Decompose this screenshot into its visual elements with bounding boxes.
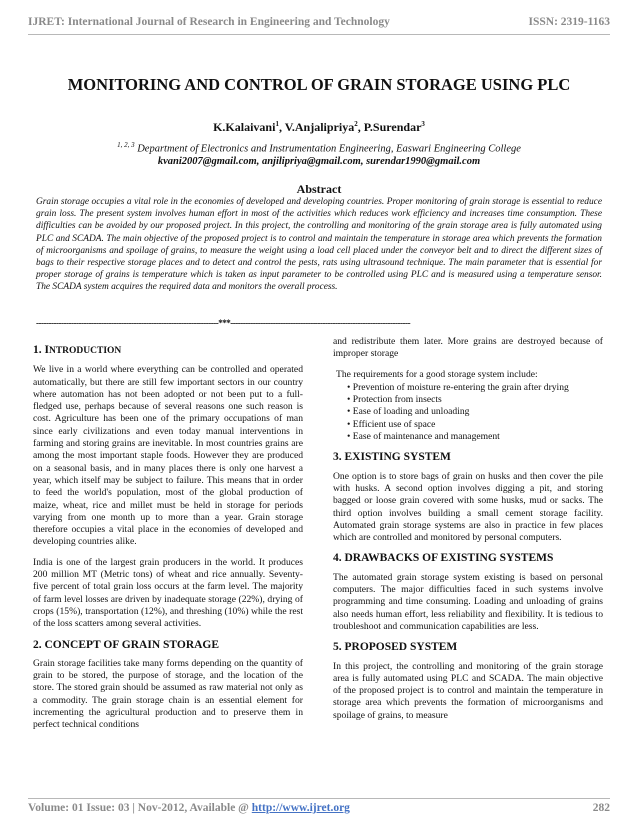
right-column xyxy=(333,336,603,730)
author-list: K.Kalaivani$^1$, V.Anjalipriya$^2$, P.Surendar$^3$ xyxy=(213,120,425,134)
journal-link[interactable]: http://www.ijret.org xyxy=(251,802,350,814)
issn: ISSN: 2319-1163 xyxy=(528,16,610,28)
page-number: 282 xyxy=(592,802,610,814)
journal-name: IJRET: International Journal of Research in Engineering and Technology xyxy=(28,16,390,28)
list-item: • Ease of loading and unloading xyxy=(347,406,603,418)
paper-title: MONITORING AND CONTROL OF GRAIN STORAGE USING PLC xyxy=(67,75,571,94)
affiliation-sup: 1, 2, 3 xyxy=(117,141,135,149)
author-sup: 3 xyxy=(421,120,425,128)
section-heading-proposed: 5. PROPOSED SYSTEM xyxy=(333,641,458,654)
page-footer xyxy=(28,798,610,817)
volume-info: Volume: 01 Issue: 03 | Nov-2012, Available @ http://www.ijret.org xyxy=(28,802,350,814)
section-heading-concept: 2. CONCEPT OF GRAIN STORAGE xyxy=(33,638,220,651)
section-heading-introduction: 1. INTRODUCTION xyxy=(33,344,122,356)
author-name: V.Anjalipriya xyxy=(284,120,355,134)
author-sup: 1 xyxy=(275,120,279,128)
affiliation xyxy=(0,141,638,155)
paragraph: The automated grain storage system existing is based on personal computers. The major difficulties faced in such systems involve programming and time consuming. Loading and unloading of grains also needs human effort, less reliability and flexibility. It is tedious to troubleshoot and communication capabilities are less. xyxy=(333,571,603,632)
abstract-text: Grain storage occupies a vital role in the economies of developed and developing countries. Proper monitoring of grain storage is essential to reduce grain loss. The present system involves human effort in most of the activities which reduces work efficiency and increases time consumption. These difficulties can be avoided by our proposed project. In this project, the controlling and monitoring of the grain storage area is fully automated using PLC and SCADA. The main objective of the proposed project is to control and maintain the temperature in storage area which prevents the formation of microorganisms and spoilage of grains, to measure the weight using a load cell placed under the conveyor belt and to direct the different sizes of bags to their respective storage places and to detect and control the pests, rats using ultrasound technique. The main parameter that is essential for proper storage of grains is temperature which is taken as input parameter to be controlled using PLC and is measured using a temperature sensor. The SCADA system acquires the required data and monitors the overall process. xyxy=(36,197,602,293)
requirements-intro: The requirements for a good storage system include: xyxy=(336,368,538,380)
abstract-heading: Abstract xyxy=(296,182,342,196)
author-sup: 2 xyxy=(354,120,358,128)
paragraph: India is one of the largest grain producers in the world. It produces 200 million MT (Metric tons) of wheat and rice annually. Seventy-five percent of total grain loss occurs at the farm level. The majority of farm level losses are driven by inadequate storage (22%), drying of crops (15%), transportation (12%), and threshing (10%) while the rest of the loss scatters among several activities. xyxy=(33,556,303,630)
author-emails: kvani2007@gmail.com, anjilipriya@gmail.com, surendar1990@gmail.com xyxy=(157,156,481,167)
section-separator: -------------------------------------------------------------------------***------------------------------------------------------------------------ xyxy=(36,318,411,328)
list-item: • Ease of maintenance and management xyxy=(347,431,603,443)
paragraph: and redistribute them later. More grains are destroyed because of improper storage xyxy=(333,336,603,360)
paragraph: One option is to store bags of grain on husks and then cover the pile with husks. A second option involves digging a pit, and storing bagged or loose grain covered with some husks, mud or sacks. The third option involves building a small cement storage facility. Automated grain storage systems are also in practice in few places which are controlled and monitored by personal computers. xyxy=(333,470,603,544)
requirements-list xyxy=(347,382,603,443)
page-header xyxy=(28,10,610,35)
author-name: K.Kalaivani xyxy=(213,120,276,134)
list-item: • Protection from insects xyxy=(347,394,603,406)
left-column xyxy=(33,336,303,740)
paragraph: Grain storage facilities take many forms depending on the quantity of grain to be stored, the purpose of storage, and the location of the store. The stored grain should be assumed as raw material not only as a commodity. The grain storage chain is an essential element for incrementing the agricultural production and to preserve them in perfect technical conditions xyxy=(33,657,303,731)
section-heading-existing: 3. EXISTING SYSTEM xyxy=(333,451,451,464)
paragraph: In this project, the controlling and monitoring of the grain storage area is fully automated using PLC and SCADA. The main objective of the proposed project is to control and maintain the temperature in storage area which prevents the formation of microorganisms and spoilage of grains, to measure xyxy=(333,660,603,721)
list-item: • Prevention of moisture re-entering the grain after drying xyxy=(347,382,603,394)
section-heading-drawbacks: 4. DRAWBACKS OF EXISTING SYSTEMS xyxy=(333,552,554,565)
author-name: P.Surendar xyxy=(363,120,422,134)
paragraph: We live in a world where everything can be controlled and operated automatically, but there are still few important sectors in our country where automation has not been adopted or not been put to a full- fledged use, perhaps because of several reasons one such reason is cost. Agriculture has been one of the primary occupations of man since early civilizations and even today manual interventions in farming and storing grains are inevitable. In most countries grains are among the most important staple foods. However they are produced on a seasonal basis, and in many places there is only one harvest a year, which itself may be subject to failure. This means that in order to feed the world's population, most of the global production of maize, wheat, rice and millet must be held in storage for periods varying from one month up to more than a year. Grain storage therefore occupies a vital place in the economies of developed and developing countries alike. xyxy=(33,364,303,548)
affiliation-text: Department of Electronics and Instrumentation Engineering, Easwari Engineering College xyxy=(137,143,521,155)
list-item: • Efficient use of space xyxy=(347,419,603,431)
